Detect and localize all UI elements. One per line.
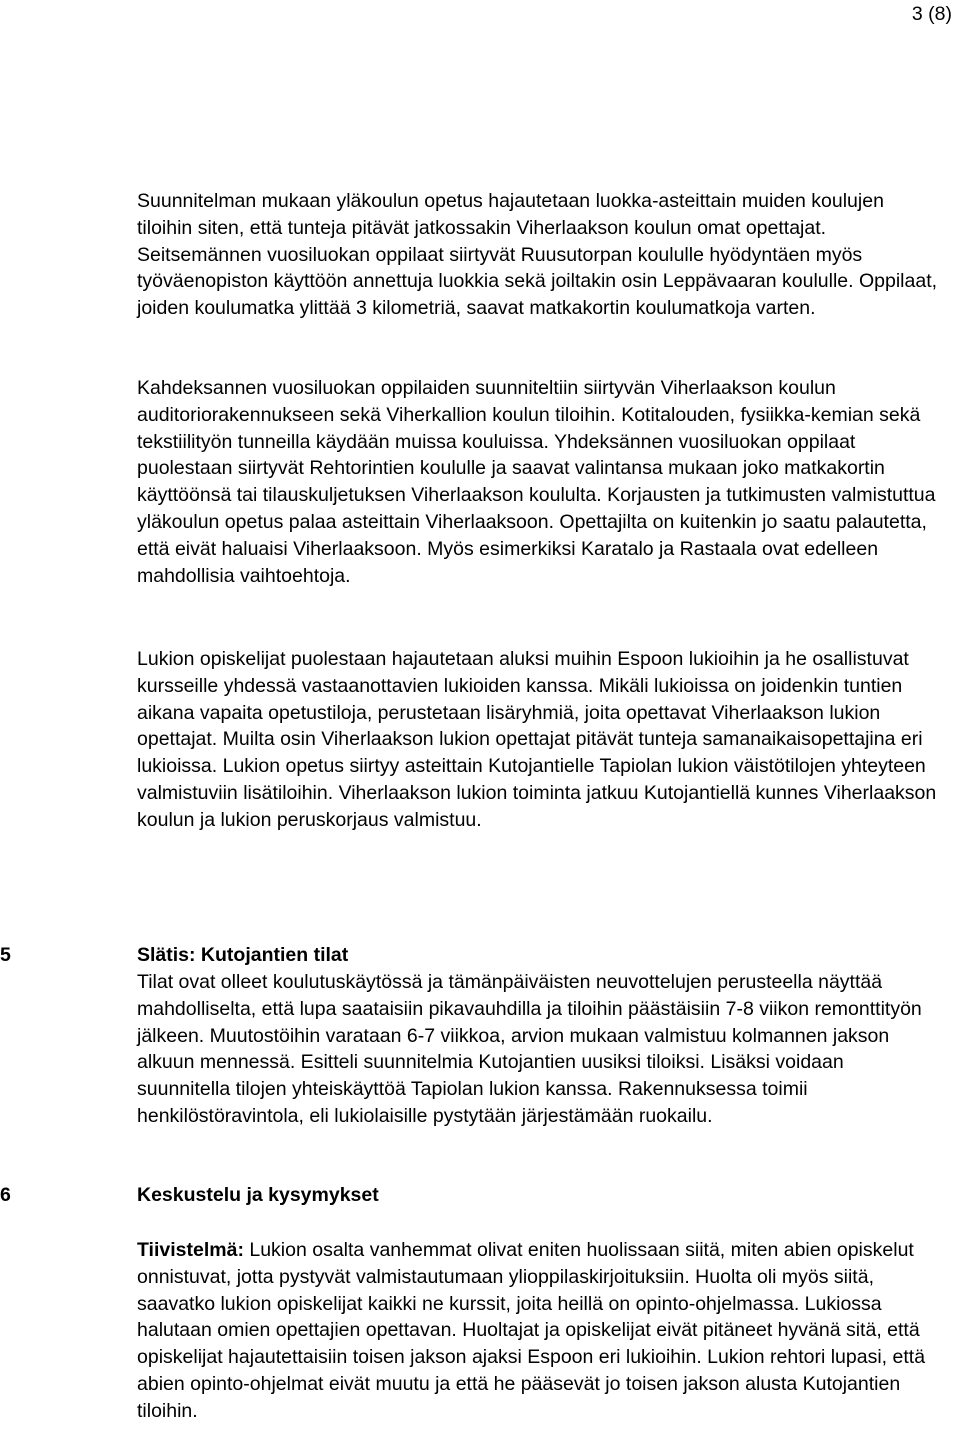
paragraph-upper-school-plan: Suunnitelman mukaan yläkoulun opetus hajautetaan luokka-asteittain muiden koulujen tiloihin siten, että tunteja pitävät jatkossakin Viherlaakson koulun omat opettajat. Seitsemännen vuosiluokan oppilaat siirtyvät Ruusutorpan koululle hyödyntäen myös työväenopiston käyttöön annettuja luokkia sekä joiltakin osin Leppävaaran koululle. Oppilaat, joiden koulumatka ylittää 3 kilometriä, saavat matkakortin koulumatkoja varten. bbox=[137, 190, 938, 320]
paragraph-upper-secondary: Lukion opiskelijat puolestaan hajautetaan aluksi muihin Espoon lukioihin ja he osallistuvat kursseille yhdessä vastaanottavien lukioiden kanssa. Mikäli lukioissa on joidenkin tuntien aikana vapaita opetustiloja, perustetaan lisäryhmiä, joita opettavat Viherlaakson lukion opettajat. Muilta osin Viherlaakson lukion opettajat pitävät tunteja samanaikaisopettajina eri lukioissa. Lukion opetus siirtyy asteittain Kutojantielle Tapiolan lukion väistötilojen yhteyteen valmistuviin lisätiloihin. Viherlaakson lukion toiminta jatkuu Kutojantiellä kunnes Viherlaakson koulun ja lukion peruskorjaus valmistuu. bbox=[137, 648, 937, 831]
section-5-text: Tilat ovat olleet koulutuskäytössä ja tämänpäiväisten neuvottelujen perusteella näyttää mahdolliselta, että lupa saataisiin pikavauhdilla ja tiloihin päästäisiin 7-8 viikon remonttityön jälkeen. Muutostöihin varataan 6-7 viikkoa, arvion mukaan valmistuu kolmannen jakson alkuun mennessä. Esitteli suunnitelmia Kutojantien uusiksi tiloiksi. Lisäksi voidaan suunnitella tilojen yhteiskäyttöä Tapiolan lukion kanssa. Rakennuksessa toimii henkilöstöravintola, eli lukiolaisille pystytään järjestämään ruokailu. bbox=[137, 971, 922, 1127]
paragraph-eighth-ninth-grade: Kahdeksannen vuosiluokan oppilaiden suunniteltiin siirtyvän Viherlaakson koulun auditoriorakennukseen sekä Viherkallion koulun tiloihin. Kotitalouden, fysiikka-kemian sekä tekstiilityön tunneilla käydään muissa kouluissa. Yhdeksännen vuosiluokan oppilaat puolestaan siirtyvät Rehtorintien koululle ja saavat valintansa mukaan joko matkakortin käyttöönsä tai tilauskuljetuksen Viherlaakson koululta. Korjausten ja tutkimusten valmistuttua yläkoulun opetus palaa asteittain Viherlaaksoon. Opettajilta on kuitenkin jo saatu palautetta, että eivät haluaisi Viherlaaksoon. Myös esimerkiksi Karatalo ja Rastaala ovat edelleen mahdollisia vaihtoehtoja. bbox=[137, 377, 936, 587]
page-number: 3 (8) bbox=[911, 3, 952, 25]
section-5-title: Slätis: Kutojantien tilat bbox=[137, 944, 349, 966]
section-6-title: Keskustelu ja kysymykset bbox=[137, 1184, 379, 1206]
section-6-summary bbox=[137, 1237, 942, 1425]
summary-label: Tiivistelmä: bbox=[137, 1239, 244, 1261]
section-5-number: 5 bbox=[0, 944, 11, 966]
summary-text: Lukion osalta vanhemmat olivat eniten huolissaan siitä, miten abien opiskelut onnistuvat, jotta pystyvät valmistautumaan ylioppilaskirjoituksiin. Huolta oli myös siitä, saavatko lukion opiskelijat kaikki ne kurssit, joita heillä on opinto-ohjelmassa. Lukiossa halutaan omien opettajien opettavan. Huoltajat ja opiskelijat eivät pitäneet hyvänä sitä, että opiskelijat hajautettaisiin toisen jakson ajaksi Espoon eri lukioihin. Lukion rehtori lupasi, että abien opinto-ohjelmat eivät muutu ja että he pääsevät jo toisen jakson alusta Kutojantien tiloihin. bbox=[137, 1239, 926, 1422]
section-6-number: 6 bbox=[0, 1184, 11, 1206]
